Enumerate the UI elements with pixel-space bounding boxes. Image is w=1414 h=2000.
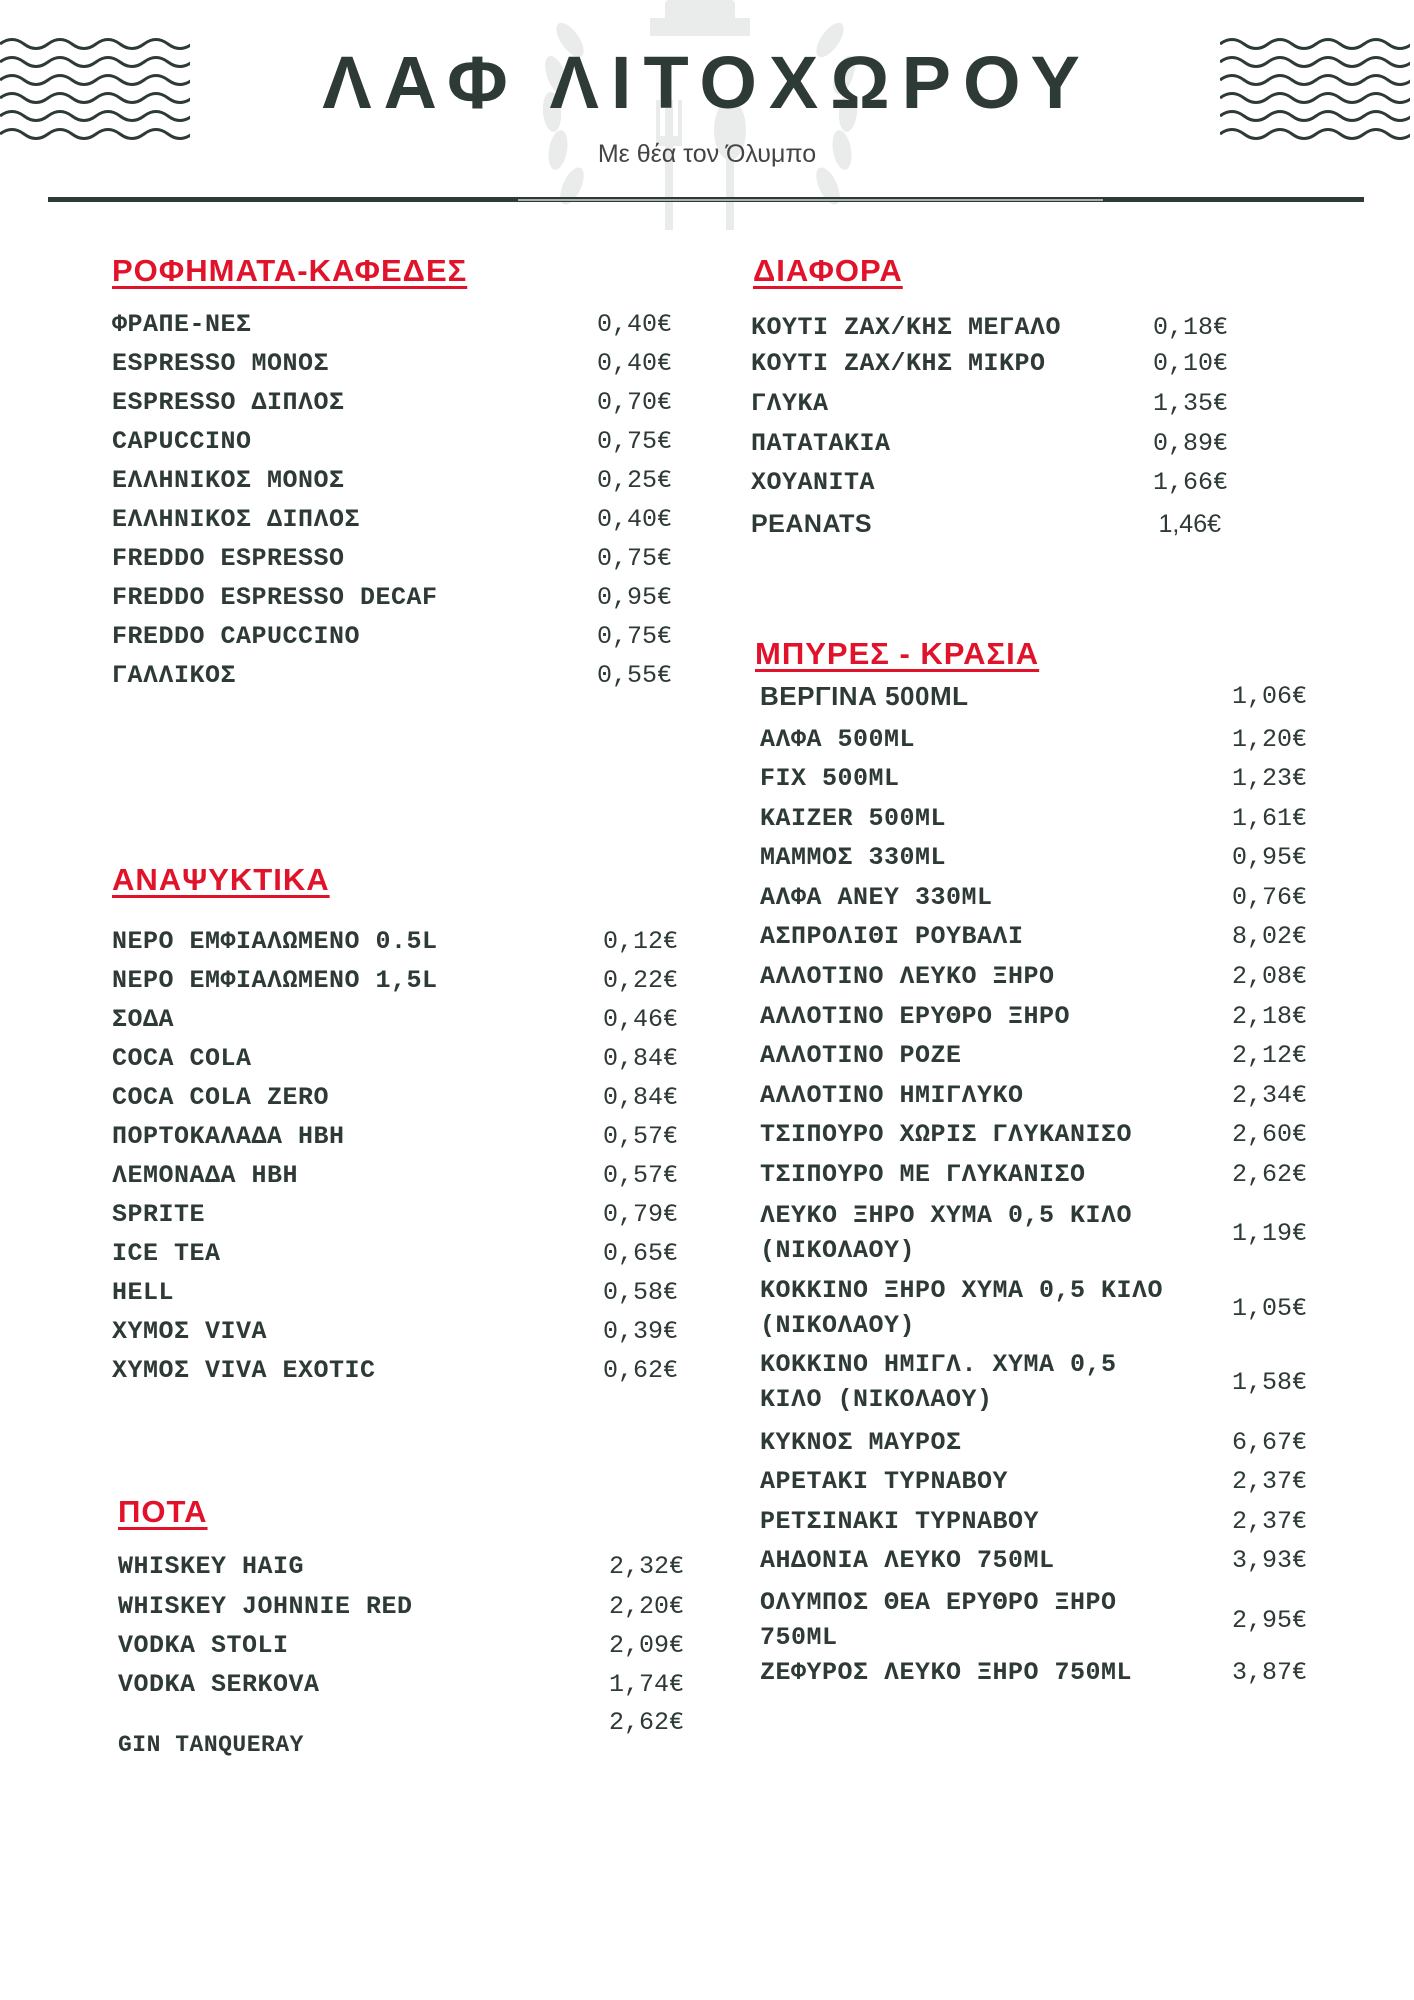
section-soft-drinks: [112, 862, 678, 1385]
item-name: ΑΛΛΟΤΙΝΟ ΕΡΥΘΡΟ ΞΗΡΟ: [760, 1002, 1071, 1031]
list-item: [760, 1467, 1307, 1496]
list-item: [118, 1552, 684, 1581]
item-price: 2,32€: [608, 1552, 684, 1581]
section-spirits: [118, 1494, 684, 1758]
list-item: [760, 1120, 1307, 1149]
list-item: [751, 349, 1228, 378]
item-name: VODKA SERKOVA: [118, 1670, 320, 1699]
item-price: 2,95€: [1231, 1605, 1307, 1635]
item-name: GIN TANQUERAY: [118, 1732, 304, 1758]
list-item: [760, 764, 1307, 793]
item-name: ΕΛΛΗΝΙΚΟΣ ΔΙΠΛΟΣ: [112, 505, 361, 534]
page-title: ΛΑΦ ΛΙΤΟΧΩΡΟΥ: [322, 41, 1092, 124]
item-price: 0,75€: [596, 544, 672, 573]
list-item: [112, 1083, 678, 1112]
item-price: 1,19€: [1231, 1218, 1307, 1248]
item-name: PEANATS: [751, 510, 873, 538]
list-item: [118, 1708, 684, 1766]
list-item: [112, 1122, 678, 1151]
list-item: [760, 1041, 1307, 1070]
item-price: 0,95€: [596, 583, 672, 612]
list-item: [112, 1239, 678, 1268]
item-name: COCA COLA: [112, 1044, 252, 1073]
list-item: [751, 510, 1221, 539]
item-price: 0,89€: [1152, 429, 1228, 458]
item-name: ΚΥΚΝΟΣ ΜΑΥΡΟΣ: [760, 1428, 962, 1457]
list-item: [112, 927, 678, 956]
item-price: 1,58€: [1231, 1367, 1307, 1397]
item-price: 0,75€: [596, 622, 672, 651]
item-price: 0,79€: [602, 1200, 678, 1229]
list-item: [112, 349, 672, 378]
item-name: ΠΑΤΑΤΑΚΙΑ: [751, 429, 891, 458]
item-price: 6,67€: [1231, 1428, 1307, 1457]
list-item: [751, 389, 1228, 418]
item-price: 2,09€: [608, 1631, 684, 1660]
list-item: [112, 466, 672, 495]
item-price: 2,60€: [1231, 1120, 1307, 1149]
list-item: [760, 843, 1307, 872]
item-name: ΒΕΡΓΙΝΑ 500ML: [760, 681, 969, 711]
item-price: 0,76€: [1231, 883, 1307, 912]
item-name: ΑΛΦΑ 500ML: [760, 725, 916, 754]
item-name: ΖΕΦΥΡΟΣ ΛΕΥΚΟ ΞΗΡΟ 750ML: [760, 1658, 1133, 1687]
item-price: 1,20€: [1231, 725, 1307, 754]
list-item: [760, 725, 1307, 754]
item-price: 0,12€: [602, 927, 678, 956]
item-price: 0,84€: [602, 1044, 678, 1073]
list-item: [760, 1002, 1307, 1031]
item-price: 0,25€: [596, 466, 672, 495]
item-price: 1,06€: [1231, 682, 1307, 711]
item-price: 2,37€: [1231, 1507, 1307, 1536]
list-item: [118, 1592, 684, 1621]
item-name: ICE TEA: [112, 1239, 221, 1268]
item-price: 0,40€: [596, 310, 672, 339]
list-item: [751, 429, 1228, 458]
list-item: [760, 883, 1307, 912]
item-name: ΧΟΥΑΝΙΤΑ: [751, 468, 876, 497]
item-price: 0,46€: [602, 1005, 678, 1034]
item-price: 2,34€: [1231, 1081, 1307, 1110]
item-price: 1,35€: [1152, 389, 1228, 418]
item-name: ΕΛΛΗΝΙΚΟΣ ΜΟΝΟΣ: [112, 466, 345, 495]
item-price: 0,84€: [602, 1083, 678, 1112]
item-name: ΝΕΡΟ ΕΜΦΙΑΛΩΜΕΝΟ 0.5L: [112, 927, 438, 956]
item-price: 0,58€: [602, 1278, 678, 1307]
list-item: [112, 310, 672, 339]
item-name: WHISKEY HAIG: [118, 1552, 305, 1581]
item-price: 0,40€: [596, 505, 672, 534]
list-item: [112, 1317, 678, 1346]
item-name: ΣΟΔΑ: [112, 1005, 175, 1034]
item-price: 2,18€: [1231, 1002, 1307, 1031]
list-item: [112, 966, 678, 995]
item-name: CAPUCCINO: [112, 427, 252, 456]
item-price: 0,39€: [602, 1317, 678, 1346]
item-name: ΟΛΥΜΠΟΣ ΘΕΑ ΕΡΥΘΡΟ ΞΗΡΟ 750ML: [760, 1588, 1117, 1652]
item-name: ΧΥΜΟΣ VIVA EXOTIC: [112, 1356, 376, 1385]
list-item: [112, 1356, 678, 1385]
item-name: ΝΕΡΟ ΕΜΦΙΑΛΩΜΕΝΟ 1,5L: [112, 966, 438, 995]
item-name: ΑΛΦΑ ΑΝΕΥ 330ML: [760, 883, 993, 912]
item-price: 0,18€: [1152, 313, 1228, 342]
item-price: 2,20€: [608, 1592, 684, 1621]
item-price: 3,87€: [1231, 1658, 1307, 1687]
item-price: 2,62€: [608, 1708, 684, 1737]
item-name: ESPRESSO ΜΟΝΟΣ: [112, 349, 330, 378]
list-item: [760, 681, 1307, 712]
item-name: FREDDO ESPRESSO DECAF: [112, 583, 438, 612]
item-price: 0,55€: [596, 661, 672, 690]
item-price: 0,75€: [596, 427, 672, 456]
item-price: 2,37€: [1231, 1467, 1307, 1496]
item-name: ΚΟΚΚΙΝΟ ΗΜΙΓΛ. ΧΥΜΑ 0,5 ΚΙΛΟ (ΝΙΚΟΛΑΟΥ): [760, 1350, 1117, 1414]
item-name: ΓΑΛΛΙΚΟΣ: [112, 661, 237, 690]
item-price: 0,62€: [602, 1356, 678, 1385]
item-price: 0,95€: [1231, 843, 1307, 872]
list-item: [760, 1081, 1307, 1110]
item-name: FREDDO ESPRESSO: [112, 544, 345, 573]
item-price: 8,02€: [1231, 922, 1307, 951]
list-item: [118, 1631, 684, 1660]
item-name: COCA COLA ZERO: [112, 1083, 330, 1112]
item-price: 1,46€: [1158, 510, 1221, 538]
item-name: ΤΣΙΠΟΥΡΟ ΧΩΡΙΣ ΓΛΥΚΑΝΙΣΟ: [760, 1120, 1133, 1149]
item-price: 0,65€: [602, 1239, 678, 1268]
item-price: 0,57€: [602, 1122, 678, 1151]
list-item: [112, 505, 672, 534]
list-item: [760, 962, 1307, 991]
list-item: [760, 1507, 1307, 1536]
item-name: ΓΛΥΚΑ: [751, 389, 829, 418]
section-misc: [751, 253, 1228, 538]
item-price: 2,08€: [1231, 962, 1307, 991]
list-item: [112, 427, 672, 456]
list-item: [760, 1272, 1307, 1344]
item-price: 1,66€: [1152, 468, 1228, 497]
list-item: [760, 1658, 1307, 1687]
list-item: [112, 1278, 678, 1307]
list-item: [112, 1161, 678, 1190]
item-name: HELL: [112, 1278, 175, 1307]
list-item: [112, 622, 672, 651]
item-name: ΤΣΙΠΟΥΡΟ ΜΕ ΓΛΥΚΑΝΙΣΟ: [760, 1160, 1086, 1189]
item-name: ΑΛΛΟΤΙΝΟ ΗΜΙΓΛΥΚΟ: [760, 1081, 1024, 1110]
item-name: ΡΕΤΣΙΝΑΚΙ ΤΥΡΝΑΒΟΥ: [760, 1507, 1040, 1536]
page-subtitle: Με θέα τον Όλυμπο: [597, 140, 817, 168]
item-name: ΧΥΜΟΣ VIVA: [112, 1317, 268, 1346]
item-name: ΚΟΥΤΙ ΖΑΧ/ΚΗΣ ΜΙΚΡΟ: [751, 349, 1046, 378]
item-name: ΛΕΥΚΟ ΞΗΡΟ ΧΥΜΑ 0,5 ΚΙΛΟ (ΝΙΚΟΛΑΟΥ): [760, 1201, 1133, 1265]
section-coffee: [112, 253, 672, 690]
item-price: 1,74€: [608, 1670, 684, 1699]
item-price: 0,57€: [602, 1161, 678, 1190]
item-name: ΜΑΜΜΟΣ 330ML: [760, 843, 947, 872]
list-item: [112, 583, 672, 612]
list-item: [760, 922, 1307, 951]
section-heading: ΠΟΤΑ: [118, 1494, 208, 1529]
list-item: [112, 544, 672, 573]
item-price: 0,22€: [602, 966, 678, 995]
list-item: [760, 1160, 1307, 1189]
list-item: [760, 1346, 1307, 1418]
item-price: 0,10€: [1152, 349, 1228, 378]
item-price: 1,61€: [1231, 804, 1307, 833]
item-price: 0,40€: [596, 349, 672, 378]
list-item: [112, 661, 672, 690]
item-name: KAIZER 500ML: [760, 804, 947, 833]
item-name: ΑΡΕΤΑΚΙ ΤΥΡΝΑΒΟΥ: [760, 1467, 1009, 1496]
section-heading: ΜΠΥΡΕΣ - ΚΡΑΣΙΑ: [755, 636, 1040, 671]
item-name: ΑΛΛΟΤΙΝΟ ΡΟΖΕ: [760, 1041, 962, 1070]
list-item: [760, 1584, 1307, 1656]
item-name: ESPRESSO ΔΙΠΛΟΣ: [112, 388, 345, 417]
list-item: [751, 313, 1228, 342]
item-name: ΑΗΔΟΝΙΑ ΛΕΥΚΟ 750ML: [760, 1546, 1055, 1575]
item-name: FREDDO CAPUCCINO: [112, 622, 361, 651]
item-price: 2,12€: [1231, 1041, 1307, 1070]
section-heading: ΑΝΑΨΥΚΤΙΚΑ: [112, 862, 330, 897]
item-name: ΚΟΚΚΙΝΟ ΞΗΡΟ ΧΥΜΑ 0,5 ΚΙΛΟ (ΝΙΚΟΛΑΟΥ): [760, 1276, 1164, 1340]
list-item: [112, 388, 672, 417]
header-divider-highlight: [518, 199, 1103, 201]
list-item: [760, 804, 1307, 833]
item-name: WHISKEY JOHNNIE RED: [118, 1592, 413, 1621]
item-name: ΛΕΜΟΝΑΔΑ ΗΒΗ: [112, 1161, 299, 1190]
item-price: 2,62€: [1231, 1160, 1307, 1189]
item-price: 3,93€: [1231, 1546, 1307, 1575]
section-heading: ΡΟΦΗΜΑΤΑ-ΚΑΦΕΔΕΣ: [112, 253, 468, 288]
list-item: [118, 1670, 684, 1699]
item-price: 1,05€: [1231, 1293, 1307, 1323]
list-item: [760, 1197, 1307, 1269]
list-item: [112, 1200, 678, 1229]
list-item: [760, 1428, 1307, 1457]
list-item: [112, 1044, 678, 1073]
item-price: 0,70€: [596, 388, 672, 417]
item-name: ΦΡΑΠΕ-ΝΕΣ: [112, 310, 252, 339]
section-beer-wine: [755, 636, 1307, 1575]
item-name: ΑΛΛΟΤΙΝΟ ΛΕΥΚΟ ΞΗΡΟ: [760, 962, 1055, 991]
list-item: [112, 1005, 678, 1034]
item-name: ΑΣΠΡΟΛΙΘΙ ΡΟΥΒΑΛΙ: [760, 922, 1024, 951]
item-name: VODKA STOLI: [118, 1631, 289, 1660]
item-name: FIX 500ML: [760, 764, 900, 793]
item-name: ΠΟΡΤΟΚΑΛΑΔΑ ΗΒΗ: [112, 1122, 345, 1151]
item-price: 1,23€: [1231, 764, 1307, 793]
section-heading: ΔΙΑΦΟΡΑ: [753, 253, 903, 288]
item-name: SPRITE: [112, 1200, 206, 1229]
item-name: ΚΟΥΤΙ ΖΑΧ/ΚΗΣ ΜΕΓΑΛΟ: [751, 313, 1062, 342]
list-item: [751, 468, 1228, 497]
